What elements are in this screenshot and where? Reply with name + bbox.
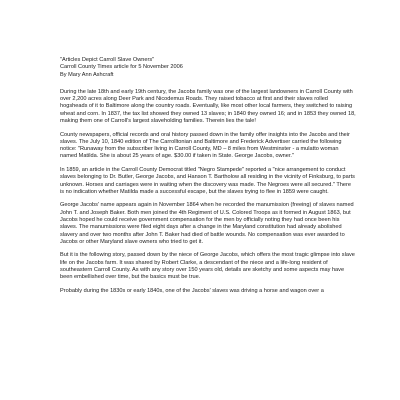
paragraph: But it is the following story, passed down by the niece of George Jacobs, which offers the most tragic glimpse into slave life on the Jacobs farm. It was shared by Robert Clarke, a descendant of the niece and a life-long resident of southeastern Carroll County. As with any story over 150 years old, details are sketchy and some aspects may have been embellished over time, but the basics must be true. (60, 252, 355, 281)
paragraph: During the late 18th and early 19th century, the Jacobs family was one of the largest landowners in Carroll County with over 2,200 acres along Deer Park and Nicodemus Roads. They raised tobacco at first and their slaves rolled hogsheads of it to Baltimore along the country roads. Eventually, like most other local farmers, they switched to raising wheat and corn. In 1837, the tax list showed they owned 13 slaves; in 1840 they owned 16; and in 1853 they owned 18, making them one of Carroll's largest slaveholding families. Therein lies the tale! (60, 88, 356, 125)
paragraph: County newspapers, official records and oral history passed down in the family offer insights into the Jacobs and their slaves. The July 10, 1840 edition of The Carrolltonian and Baltimore and Frederick Advertiser carried the following notice: "Runaway from the subscriber living in Carroll County, MD – 8 miles from Westminster - a mulatto woman named Matilda. She is about 25 years of age. $30.00 if taken in State. George Jacobs, owner." (60, 131, 350, 160)
paragraph: In 1859, an article in the Carroll County Democrat titled "Negro Stampede" reported a "nice arrangement to conduct slaves belonging to Dr. Butler, George Jacobs, and Hanson T. Bartholow all residing in the vicinity of Finksburg, to parts unknown. Horses and carriages were in waiting when the discovery was made. The Negroes were all secured." There is no indication whether Matilda made a successful escape, but the slaves trying to flee in 1859 were caught. (60, 166, 355, 195)
article-title: "Articles Depict Carroll Slave Owners" (60, 57, 155, 63)
article-author: By Mary Ann Ashcraft (60, 71, 114, 78)
paragraph: George Jacobs' name appears again in November 1864 when he recorded the manumission (freeing) of slaves named John T. and Joseph Baker. Both men joined the 4th Regiment of U.S. Colored Troops as it formed in August 1863, but Jacobs hoped he could receive government compensation for the men by officially noting they had once been his slaves. The manumissions were filed eight days after a change in the Maryland constitution had already abolished slavery and over two months after John T. Baker had died of battle wounds. No compensation was ever awarded to Jacobs or other Maryland slave owners who tried to get it. (60, 202, 354, 245)
paragraph: Probably during the 1830s or early 1840s, one of the Jacobs' slaves was driving a horse and wagon over a (60, 287, 324, 294)
article-source: Carroll County Times article for 5 November 2006 (60, 64, 183, 71)
document-header (60, 57, 356, 79)
article-body (60, 89, 356, 295)
